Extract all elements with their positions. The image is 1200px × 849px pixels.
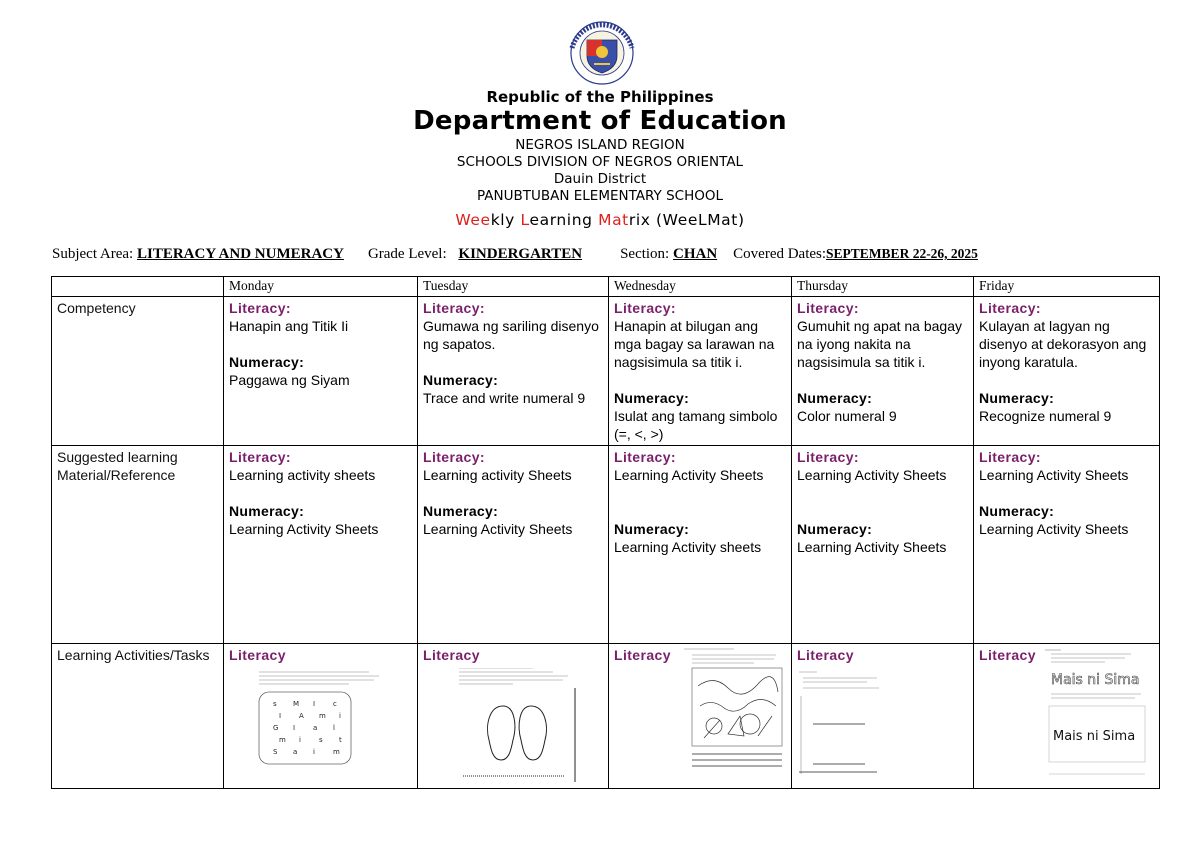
picture-circling-worksheet-icon xyxy=(684,646,854,774)
grade-level-value: KINDERGARTEN xyxy=(458,246,583,262)
day-header-row xyxy=(52,277,1160,297)
literacy-text: Learning Activity Sheets xyxy=(797,467,947,483)
numeracy-text: Paggawa ng Siyam xyxy=(229,372,350,388)
literacy-label: Literacy: xyxy=(423,300,485,316)
competency-tuesday xyxy=(418,297,609,446)
numeracy-label: Numeracy: xyxy=(979,390,1055,406)
numeracy-label: Numeracy: xyxy=(229,354,305,370)
grade-level-label: Grade Level: xyxy=(367,246,451,262)
grid-letter: i xyxy=(339,712,341,720)
numeracy-label: Numeracy: xyxy=(797,521,873,537)
literacy-label: Literacy: xyxy=(797,449,859,465)
literacy-label: Literacy: xyxy=(229,300,291,316)
day-monday: Monday xyxy=(224,277,418,297)
letter-search-worksheet-icon xyxy=(229,668,409,768)
grid-letter: M xyxy=(293,700,300,708)
row-label-competency: Competency xyxy=(52,297,224,446)
numeracy-text: Trace and write numeral 9 xyxy=(423,390,586,406)
grid-letter: s xyxy=(319,736,323,744)
numeracy-label: Numeracy: xyxy=(614,390,690,406)
literacy-text: Learning activity sheets xyxy=(229,467,376,483)
activities-monday xyxy=(224,644,418,789)
numeracy-label: Numeracy: xyxy=(423,372,499,388)
numeracy-text: Learning Activity Sheets xyxy=(797,539,947,555)
sign-outline-text: Mais ni Sima xyxy=(1051,672,1140,688)
numeracy-text: Learning Activity sheets xyxy=(614,539,762,555)
numeracy-text: Learning Activity Sheets xyxy=(979,521,1129,537)
materials-wednesday xyxy=(609,446,792,644)
materials-monday xyxy=(224,446,418,644)
numeracy-label: Numeracy: xyxy=(423,503,499,519)
literacy-text: Hanapin at bilugan ang mga bagay sa larawan na nagsisimula sa titik i. xyxy=(614,318,775,370)
section-value: CHAN xyxy=(672,246,718,262)
numeracy-label: Numeracy: xyxy=(797,390,873,406)
literacy-label: Literacy: xyxy=(979,300,1041,316)
school-name: PANUBTUBAN ELEMENTARY SCHOOL xyxy=(476,188,724,204)
grid-letter: I xyxy=(293,724,296,732)
district-name: Dauin District xyxy=(553,171,647,187)
literacy-text: Learning activity Sheets xyxy=(423,467,572,483)
grid-letter: s xyxy=(273,700,277,708)
grid-letter: t xyxy=(339,736,342,744)
grid-letter: I xyxy=(279,712,282,720)
grid-letter: m xyxy=(279,736,286,744)
deped-seal-icon xyxy=(556,20,648,86)
literacy-text: Gumuhit ng apat na bagay na iyong nakita na nagsisimula sa titik i. xyxy=(797,318,963,370)
grid-letter: i xyxy=(313,748,315,756)
activities-friday xyxy=(974,644,1160,789)
literacy-text: Kulayan at lagyan ng disenyo at dekorasyon ang inyong karatula. xyxy=(979,318,1147,370)
literacy-label: Literacy: xyxy=(229,449,291,465)
grid-letter: S xyxy=(273,748,278,756)
republic-title: Republic of the Philippines xyxy=(486,88,714,106)
literacy-label: Literacy: xyxy=(614,449,676,465)
numeracy-label: Numeracy: xyxy=(979,503,1055,519)
literacy-label: Literacy xyxy=(423,647,480,663)
grid-letter: m xyxy=(333,748,340,756)
numeracy-label: Numeracy: xyxy=(614,521,690,537)
grid-letter: i xyxy=(299,736,301,744)
shoe-design-worksheet-icon xyxy=(423,668,603,786)
numeracy-label: Numeracy: xyxy=(229,503,305,519)
activities-row xyxy=(52,644,1160,789)
materials-row xyxy=(52,446,1160,644)
numeracy-text: Isulat ang tamang simbolo (=, <, >) xyxy=(614,408,778,442)
department-title: Department of Education xyxy=(413,106,787,136)
covered-dates-label: Covered Dates: xyxy=(733,246,827,262)
day-wednesday: Wednesday xyxy=(609,277,792,297)
numeracy-text: Learning Activity Sheets xyxy=(423,521,573,537)
competency-wednesday xyxy=(609,297,792,446)
literacy-label: Literacy: xyxy=(423,449,485,465)
grid-letter: c xyxy=(333,700,337,708)
day-tuesday: Tuesday xyxy=(418,277,609,297)
grid-letter: G xyxy=(273,724,279,732)
competency-friday xyxy=(974,297,1160,446)
weekly-matrix-table xyxy=(51,276,1160,789)
literacy-label: Literacy: xyxy=(614,300,676,316)
activities-tuesday xyxy=(418,644,609,789)
literacy-label: Literacy xyxy=(614,647,671,663)
grid-letter: l xyxy=(333,724,335,732)
numeracy-text: Color numeral 9 xyxy=(797,408,897,424)
grid-letter: A xyxy=(299,712,304,720)
competency-monday xyxy=(224,297,418,446)
section-label: Section: xyxy=(620,246,673,262)
literacy-text: Gumawa ng sariling disenyo ng sapatos. xyxy=(423,318,599,352)
day-friday: Friday xyxy=(974,277,1160,297)
region-name: NEGROS ISLAND REGION xyxy=(515,137,685,153)
sign-filled-text: Mais ni Sima xyxy=(1053,729,1136,744)
numeracy-text: Recognize numeral 9 xyxy=(979,408,1112,424)
subject-info-line xyxy=(52,246,1152,263)
subject-area-label: Subject Area: xyxy=(52,246,137,262)
row-label-materials: Suggested learning Material/Reference xyxy=(52,446,224,644)
signboard-worksheet-icon xyxy=(1045,648,1165,778)
subject-area-value: LITERACY AND NUMERACY xyxy=(136,246,344,262)
literacy-label: Literacy xyxy=(229,647,286,663)
matrix-title: Weekly Learning Matrix (WeeLMat) xyxy=(455,211,745,229)
literacy-label: Literacy: xyxy=(979,449,1041,465)
division-name: SCHOOLS DIVISION OF NEGROS ORIENTAL xyxy=(456,154,744,170)
row-label-activities: Learning Activities/Tasks xyxy=(52,644,224,789)
grid-letter: I xyxy=(313,700,316,708)
grid-letter: m xyxy=(319,712,326,720)
day-thursday: Thursday xyxy=(792,277,974,297)
grid-letter: a xyxy=(313,724,318,732)
materials-thursday xyxy=(792,446,974,644)
grid-letter: a xyxy=(293,748,298,756)
literacy-label: Literacy: xyxy=(797,300,859,316)
materials-tuesday xyxy=(418,446,609,644)
numeracy-text: Learning Activity Sheets xyxy=(229,521,379,537)
materials-friday xyxy=(974,446,1160,644)
literacy-label: Literacy xyxy=(979,647,1036,663)
competency-thursday xyxy=(792,297,974,446)
covered-dates-value: SEPTEMBER 22-26, 2025 xyxy=(826,246,978,261)
literacy-label: Literacy xyxy=(797,647,854,663)
header-corner xyxy=(52,277,224,297)
literacy-text: Hanapin ang Titik Ii xyxy=(229,318,349,334)
literacy-text: Learning Activity Sheets xyxy=(979,467,1129,483)
literacy-text: Learning Activity Sheets xyxy=(614,467,764,483)
activities-wednesday xyxy=(609,644,792,789)
competency-row xyxy=(52,297,1160,446)
